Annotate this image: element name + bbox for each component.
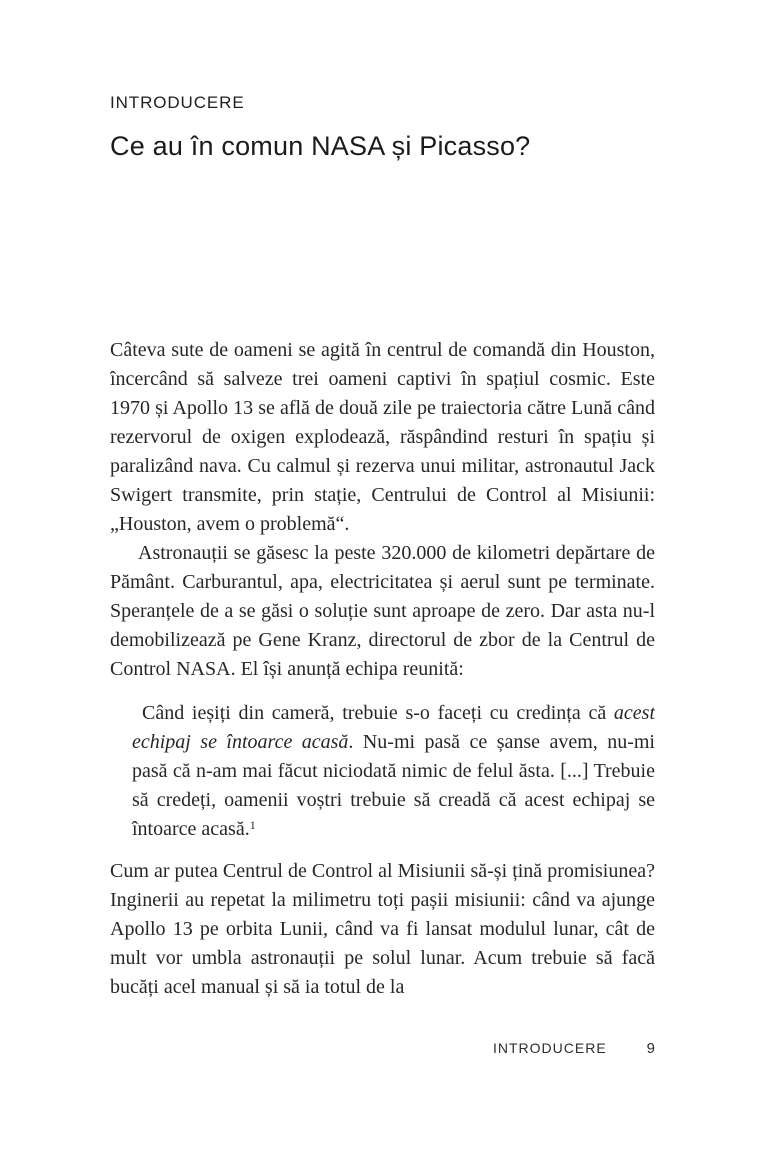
quote-text-lead: Când ieșiți din cameră, trebuie s-o faceți cu credința că [142,702,614,724]
paragraph: Cum ar putea Centrul de Control al Misiunii să-și țină promisiunea? Inginerii au repetat la milimetru toți pașii misiunii: când va ajunge Apollo 13 pe orbita Lunii, când va fi lansat modulul lunar, cât de mult vor umbla astronauții pe solul lunar. Acum trebuie să facă bucăți acel manual și să ia totul de la [110,860,655,998]
paragraph: Astronauții se găsesc la peste 320.000 de kilometri depărtare de Pământ. Carburantul, apa, electricitatea și aerul sunt pe terminate. Speranțele de a se găsi o soluție sunt aproape de zero. Dar asta nu-l demobilizează pe Gene Kranz, directorul de zbor de la Centrul de Control NASA. El își anunță echipa reunită: [110,542,655,680]
block-quote [132,699,655,844]
page-number: 9 [646,1040,655,1057]
section-kicker: INTRODUCERE [110,93,245,112]
quote-text-italic: acest echipaj se întoarce acasă [132,702,655,753]
chapter-title: Ce au în comun NASA și Picasso? [110,131,531,161]
running-footer [493,1040,655,1057]
footer-section-label: INTRODUCERE [492,1040,607,1056]
page-body-text [110,336,655,1042]
chapter-heading-block [110,93,667,162]
footnote-marker: 1 [249,818,256,832]
paragraph: Câteva sute de oameni se agită în centrul de comandă din Houston, încercând să salveze trei oameni captivi în spațiul cosmic. Este 1970 și Apollo 13 se află de două zile pe traiectoria către Lună când rezervorul de oxigen explodează, răspândind resturi în spațiu și paralizând nava. Cu calmul și rezerva unui militar, astronautul Jack Swigert transmite, prin stație, Centrului de Control al Misiunii: „Houston, avem o problemă“. [110,339,655,535]
quote-text-rest: . Nu-mi pasă ce șanse avem, nu-mi pasă că n-am mai făcut niciodată nimic de felul ăsta. [...] Trebuie să credeți, oamenii voștri trebuie să creadă că acest echipaj se întoarce acasă. [132,731,655,840]
